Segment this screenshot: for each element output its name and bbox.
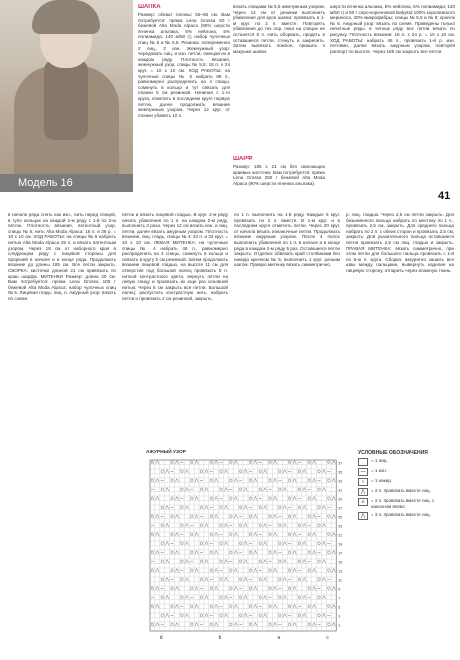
model-hat bbox=[32, 0, 100, 34]
chart-row-label: 37 bbox=[338, 461, 343, 466]
lower-column-1 bbox=[8, 212, 116, 657]
legend-symbol: ⋏ bbox=[358, 498, 368, 506]
scarf-title: ШАРФ bbox=[233, 156, 253, 162]
chart-bottom-labels bbox=[160, 635, 330, 641]
chart-row-label: 15 bbox=[338, 560, 343, 565]
lower-column-4 bbox=[346, 212, 454, 444]
legend-symbol bbox=[358, 458, 368, 466]
model-scarf bbox=[44, 60, 88, 140]
lower-column-2 bbox=[122, 212, 228, 444]
chart-row-label: 23 bbox=[338, 524, 343, 529]
legend-item bbox=[358, 488, 454, 496]
legend-label: = 3 п. провязать вместе лиц. bbox=[371, 512, 431, 517]
chart-row-label: 17 bbox=[338, 551, 343, 556]
chart-row-label: 5 bbox=[338, 605, 341, 610]
chart-row-label: 3 bbox=[338, 614, 341, 619]
chart-repeat-label: d bbox=[159, 635, 163, 641]
hat-continued-column bbox=[233, 4, 325, 134]
knitting-chart bbox=[146, 458, 356, 654]
chart-row-label: 13 bbox=[338, 569, 343, 574]
legend-item bbox=[358, 478, 454, 486]
legend-label: = 2 п. провязать вместе лиц. с наклоном влево bbox=[371, 498, 435, 509]
legend-symbol: ⋀ bbox=[358, 512, 368, 520]
legend-label: = 1 изн. bbox=[371, 468, 387, 473]
lower-text-1: в начале ряда снять как изн., нить перед спицей, в тупо кольцах на каждой 2-м ряду с 1-й по 3-ю петлю. Плотность вязания, патентный узор, спицы № 6, нить Alta Moda Alpaca: 16 п. и 38 р. = 10 x 10 см. ХОД РАБОТЫ: на спицы № 6 набрать нитью Alta Moda Alpaca 29 п. и вязать патентным узором. Через 18 см от наборного края в следующем ряду с лицевой стороны для прорезей в начале и в конце ряда. Продолжать вязание до длины 185 см. Все петли закрыть. СБОРКА: кисточки длиной 21 см привязать по краю шарфа. МИТЕНКИ Размер: длина 20 см. Вам потребуется: пряжа Lena Grossa 100 г бежевой Alta Moda Alpaca; набор чулочных спиц № 5. Лицевая гладь: лиц. п. Ажурный узор: вязать по схеме. bbox=[8, 212, 116, 301]
model-label: Модель 16 bbox=[0, 174, 133, 192]
legend-item bbox=[358, 468, 454, 476]
chart-row-label: 21 bbox=[338, 533, 343, 538]
chart-row-label: 25 bbox=[338, 515, 343, 520]
legend-label: = 1 лиц. bbox=[371, 458, 388, 463]
legend-symbol: ○ bbox=[358, 478, 368, 486]
chart-row-label: 35 bbox=[338, 470, 343, 475]
legend-item bbox=[358, 512, 454, 520]
scarf-section bbox=[233, 156, 325, 196]
right-text: шерсти ягненка альпака, 5% нейлона, 5% полиамида; 140 м/50 г) и 50 г серо-коричневой Babykid 100% королевского мериноса, 40% микрофибры; спицы № 5,5 и № 6; крючок № 5. Ажурный узор: вязать по схеме. Приведены только нечетные ряды, в четных ряду все петли вязать по рисунку. Плотность вязания: 18 п. x 24 р. = 10 x 10 см. ХОД РАБОТЫ: набрать 46 п., провязать 1-й р. изн. петлями, далее вязать ажурным узором, повторяя раппорт по высоте. Через 185 см закрыть все петли. bbox=[330, 4, 455, 54]
legend-label: = 2 п. провязать вместе лиц. bbox=[371, 488, 431, 493]
lower-text-3: по 1 п. выполнить на 1-й ряду. Каждые 6 круг. провязать по 2 п. вместе. В 1-м круг. и в последнем круге отметить петли. Через 20 круг. от начала вязать изнаночные петли. Продолжать вязание ажурным узором. После 4 полос выполнить убавления по 1 п. в начале и в конце ряда в каждом 2-м ряду 5 раз. Оставшиеся петли закрыть. Отделка: обвязать край столбиками без накида крючком № 5, выполнить 1 круг. рачьим шагом. Правую митенку вязать симметрично. bbox=[234, 212, 340, 268]
chart-row-label: 11 bbox=[338, 578, 342, 583]
chart-repeat-label: b bbox=[218, 635, 222, 641]
chart-legend bbox=[358, 450, 454, 522]
chart-row-label: 19 bbox=[338, 542, 343, 547]
chart-row-label: 31 bbox=[338, 488, 343, 493]
chart-row-label: 1 bbox=[338, 623, 341, 628]
legend-label: = 1 накид bbox=[371, 478, 391, 483]
chart-row-label: 7 bbox=[338, 596, 341, 601]
page-number: 41 bbox=[438, 190, 451, 202]
hat-column bbox=[138, 4, 230, 194]
lower-text-4: р. лиц. гладью. Через 2,5 см петли закрыть. Для безымянного пальца набрать по местику по 1 п., провязать 2,5 см, закрыть. Для среднего пальца набрать по 2 п. с обеих сторон и провязать 2,5 см, закрыть. Для указательного пальца оставшиеся петли провязать 2,5 см лиц. гладью и закрыть. ПРАВАЯ МИТЕНКА: вязать симметрично, при этом петли для большого пальца провязать с 1-й по 8-ю п. круга. Сборка: аккуратно зашить все швы между пальцами, вывернуть изделие на лицевую сторону, отпарить через влажную ткань. bbox=[346, 212, 454, 273]
legend-item bbox=[358, 498, 454, 510]
model-photo bbox=[0, 0, 133, 192]
hat-title: ШАПКА bbox=[138, 4, 161, 10]
legend-symbol: ⋀ bbox=[358, 488, 368, 496]
chart-repeat-label: a bbox=[277, 635, 281, 641]
chart-row-label: 33 bbox=[338, 479, 343, 484]
chart-repeat-label: c bbox=[326, 635, 329, 641]
chart-row-label: 29 bbox=[338, 497, 343, 502]
lower-column-3 bbox=[234, 212, 340, 444]
hat-continued-text: вязать спицами № 5,5 жемчужным узором. Через 12 см от резинки выполнить убавления для кроя шапки: провязать в 1-м круг. по 2 п. вместе. Повторять убавления до тех пор, пока на спицах не останется 8 п. Нить оборвать, продеть в оставшиеся петли, стянуть и закрепить. Затем вывязать помпон, пришить к макушке шапки. bbox=[233, 4, 325, 54]
legend-item bbox=[358, 458, 454, 466]
chart-row-labels bbox=[338, 462, 342, 628]
legend-title: УСЛОВНЫЕ ОБОЗНАЧЕНИЯ bbox=[358, 450, 428, 456]
chart-row-label: 9 bbox=[338, 587, 341, 592]
hat-text: Размер: обхват головы: 55–58 см. Вам потребуется: пряжа Lena Grossa 50 г бежевой Alta Moda Alpaca (90% шерсти ягненка альпака, 5% нейлона, 5% полиамида; 140 м/50 г); набор чулочных спиц № 5 и № 5,5. Резинка: попеременно 2 лиц., 2 изн. Жемчужный узор: чередовать лиц. и изн. петли, смещая их в каждом ряду. Плотность вязания, жемчужный узор, спицы № 5,5: 16 п. x 24 круг. = 10 x 10 см. ХОД РАБОТЫ: на чулочные спицы № 5 набрать 88 п., равномерно распределить на 4 спицы, сомкнуть в кольцо и тут связать для планки 5 см резинкой. Начиная с 1-го круга, отметить в последнем круге первую петлю, далее продолжить вязание жемчужным узором. Через 12 круг. от планки убавить 10 п. bbox=[138, 12, 230, 118]
scarf-text: Размер: 185 x 21 см без свисающих краевых кисточек. Вам потребуется: пряжа Lena Grossa 250 г бежевой Alta Moda Alpaca (90% шерсти ягненка альпака). bbox=[233, 164, 325, 186]
chart-row-label: 27 bbox=[338, 506, 343, 511]
lower-text-2: петли и вязать лицевой гладью. В круг. 2-м ряду начать убавления по 1 п. на каждом 2-м ряду, выполнить 3 раза. Через 12 см вязать изн. и лиц. петли, далее вязать ажурным узором. Плотность вязания, лиц. гладь, спицы № 4: 23 п. и 33 круг. = 10 x 10 см. ЛЕВАЯ МИТЕНКА: на чулочные спицы № 4 набрать 48 п., равномерно распределить на 4 спицы, сомкнуть в кольцо и связать в кругу 5 см резинкой. Затем продолжать вязание лицевой гладью, на высоте 11 см для отверстия под большой палец провязать 8 п. ниткой контрастного цвета, вернуть петли на левую спицу и провязать их еще раз основной нитью. Через 6 см закрыть все петли. Большой палец: распустить контрастную нить, набрать петли и провязать 2 см резинкой, закрыть. bbox=[122, 212, 228, 301]
legend-symbol: — bbox=[358, 468, 368, 476]
chart-title: АЖУРНЫЙ УЗОР bbox=[146, 450, 186, 455]
right-column bbox=[330, 4, 455, 186]
